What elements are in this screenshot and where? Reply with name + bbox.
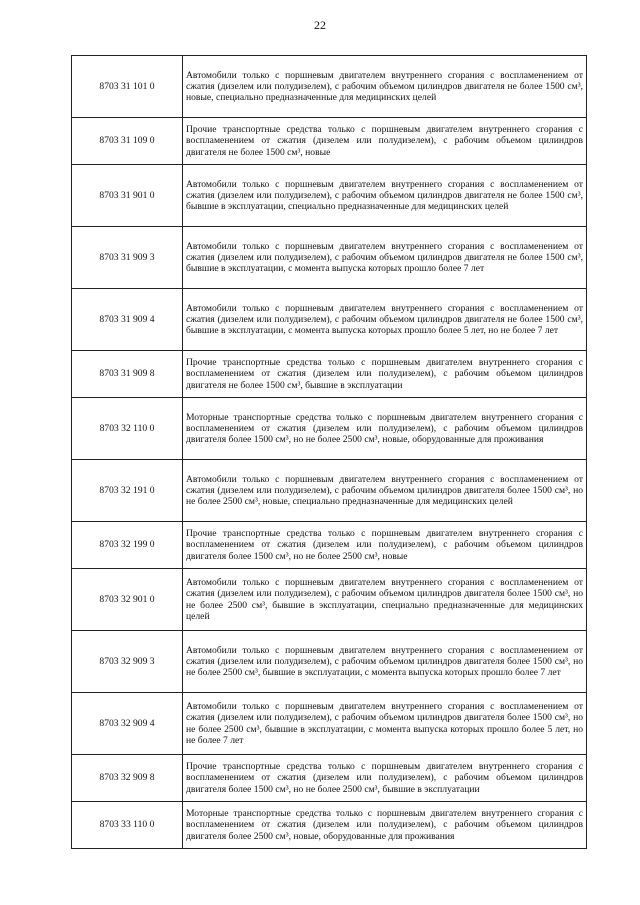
code-cell: 8703 32 191 0 [72,460,183,522]
description-cell: Прочие транспортные средства только с поршневым двигателем внутреннего сгорания с воспламенением от сжатия (дизелем или полудизелем), с рабочим объемом цилиндров двигателя не более 1500 см³, бывшие в эксплуатации [183,351,587,398]
code-cell: 8703 32 199 0 [72,522,183,569]
description-cell: Прочие транспортные средства только с поршневым двигателем внутреннего сгорания с воспламенением от сжатия (дизелем или полудизелем), с рабочим объемом цилиндров двигателя более 1500 см³, но не более 2500 см³, новые [183,522,587,569]
description-cell: Автомобили только с поршневым двигателем внутреннего сгорания с воспламенением от сжатия (дизелем или полудизелем), с рабочим объемом цилиндров двигателя не более 1500 см³, бывшие в эксплуатации, с момента выпуска которых прошло более 5 лет, но не более 7 лет [183,289,587,351]
table-row [72,569,587,631]
table-row [72,755,587,802]
description-cell: Моторные транспортные средства только с поршневым двигателем внутреннего сгорания с воспламенением от сжатия (дизелем или полудизелем), с рабочим объемом цилиндров двигателя более 1500 см³, но не более 2500 см³, новые, оборудованные для проживания [183,398,587,460]
description-cell: Автомобили только с поршневым двигателем внутреннего сгорания с воспламенением от сжатия (дизелем или полудизелем), с рабочим объемом цилиндров двигателя более 1500 см³, но не более 2500 см³, бывшие в эксплуатации, с момента выпуска которых прошло более 5 лет, но не более 7 лет [183,693,587,755]
table-body [72,56,587,849]
description-cell: Автомобили только с поршневым двигателем внутреннего сгорания с воспламенением от сжатия (дизелем или полудизелем), с рабочим объемом цилиндров двигателя не более 1500 см³, новые, специально предназначенные для медицинских целей [183,56,587,118]
table-row [72,351,587,398]
table-row [72,398,587,460]
code-cell: 8703 32 909 3 [72,631,183,693]
description-cell: Автомобили только с поршневым двигателем внутреннего сгорания с воспламенением от сжатия (дизелем или полудизелем), с рабочим объемом цилиндров двигателя более 1500 см³, но не более 2500 см³, новые, специально предназначенные для медицинских целей [183,460,587,522]
code-cell: 8703 31 109 0 [72,118,183,165]
table-row [72,460,587,522]
table-row [72,631,587,693]
table-row [72,118,587,165]
description-cell: Моторные транспортные средства только с поршневым двигателем внутреннего сгорания с воспламенением от сжатия (дизелем или полудизелем), с рабочим объемом цилиндров двигателя более 2500 см³, новые, оборудованные для проживания [183,802,587,849]
table-row [72,693,587,755]
code-cell: 8703 31 909 8 [72,351,183,398]
table-row [72,289,587,351]
table-row [72,165,587,227]
description-cell: Автомобили только с поршневым двигателем внутреннего сгорания с воспламенением от сжатия (дизелем или полудизелем), с рабочим объемом цилиндров двигателя не более 1500 см³, бывшие в эксплуатации, специально предназначенные для медицинских целей [183,165,587,227]
code-cell: 8703 33 110 0 [72,802,183,849]
code-cell: 8703 32 901 0 [72,569,183,631]
table-row [72,522,587,569]
code-cell: 8703 32 110 0 [72,398,183,460]
table-row [72,56,587,118]
description-cell: Прочие транспортные средства только с поршневым двигателем внутреннего сгорания с воспламенением от сжатия (дизелем или полудизелем), с рабочим объемом цилиндров двигателя более 1500 см³, но не более 2500 см³, бывшие в эксплуатации [183,755,587,802]
description-cell: Автомобили только с поршневым двигателем внутреннего сгорания с воспламенением от сжатия (дизелем или полудизелем), с рабочим объемом цилиндров двигателя не более 1500 см³, бывшие в эксплуатации, с момента выпуска которых прошло более 7 лет [183,227,587,289]
description-cell: Автомобили только с поршневым двигателем внутреннего сгорания с воспламенением от сжатия (дизелем или полудизелем), с рабочим объемом цилиндров двигателя более 1500 см³, но не более 2500 см³, бывшие в эксплуатации, с момента выпуска которых прошло более 7 лет [183,631,587,693]
tariff-code-table [71,55,587,849]
code-cell: 8703 31 909 3 [72,227,183,289]
code-cell: 8703 31 909 4 [72,289,183,351]
description-cell: Прочие транспортные средства только с поршневым двигателем внутреннего сгорания с воспламенением от сжатия (дизелем или полудизелем), с рабочим объемом цилиндров двигателя не более 1500 см³, новые [183,118,587,165]
description-cell: Автомобили только с поршневым двигателем внутреннего сгорания с воспламенением от сжатия (дизелем или полудизелем), с рабочим объемом цилиндров двигателя более 1500 см³, но не более 2500 см³, бывшие в эксплуатации, специально предназначенные для медицинских целей [183,569,587,631]
code-cell: 8703 31 901 0 [72,165,183,227]
code-cell: 8703 31 101 0 [72,56,183,118]
table-row [72,227,587,289]
table-row [72,802,587,849]
code-cell: 8703 32 909 4 [72,693,183,755]
code-cell: 8703 32 909 8 [72,755,183,802]
page-number: 22 [314,18,326,32]
